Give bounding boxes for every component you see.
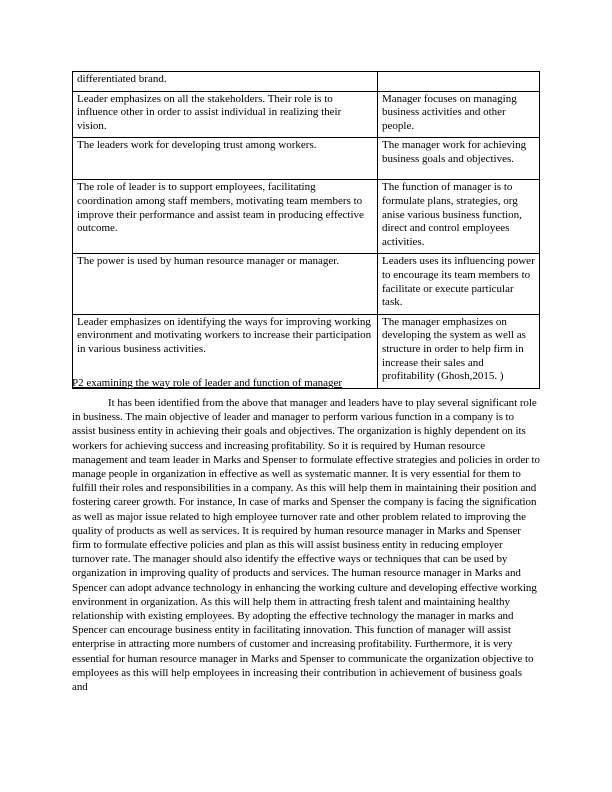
body-paragraph: It has been identified from the above that manager and leaders have to play several significant role in business. The main objective of leader and manager to perform various function in a company is to assist business entity in achieving their goals and objectives. The organization is highly dependent on its workers for achieving success and increasing profitability. So it is required by Human resource management and team leader in Marks and Spenser to formulate effective strategies and policies in order to manage people in organization in effective as well as systematic manner. It is very essential for them to fulfill their roles and responsibilities in a company. As this will help them in maintaining their position and fostering career growth. For instance, In case of marks and Spenser the company is facing the signification as well as major issue related to high employee turnover rate and other problem related to improving the quality of products as well as services. It is required by human resource manager in Marks and Spenser firm to formulate effective policies and plan as this will assist business entity in reducing employer turnover rate. The manager should also identify the effective ways or techniques that can be used by organization in improving quality of products and services. The human resource manager in Marks and Spencer can adopt advance technology in enhancing the working culture and developing effective working environment in organization. As this will help them in attracting fresh talent and maintaining healthy relationship with existing employees. By adopting the effective technology the manager in marks and Spencer can encourage business entity in facilitating innovation. This function of manager will assist enterprise in attracting more numbers of customer and increasing profitability. Furthermore, it is very essential for human resource manager in Marks and Spenser to communicate the organization objective to employees as this will help employees in increasing their contribution in achievement of business goals and	[72, 397, 540, 694]
leader-manager-comparison-table	[72, 71, 540, 389]
manager-cell	[378, 72, 540, 92]
manager-cell: The manager work for achieving business goals and objectives.	[378, 138, 540, 180]
leader-cell: The role of leader is to support employees, facilitating coordination among staff members, motivating team members to improve their performance and assist team in producing effective outcome.	[73, 180, 378, 254]
manager-cell: The function of manager is to formulate plans, strategies, org anise various business function, direct and control employees activities.	[378, 180, 540, 254]
leader-cell: The power is used by human resource manager or manager.	[73, 254, 378, 314]
manager-cell: The manager emphasizes on developing the system as well as structure in order to help firm in increase their sales and profitability (Ghosh,2015. )	[378, 314, 540, 388]
manager-cell: Manager focuses on managing business activities and other people.	[378, 91, 540, 138]
manager-cell: Leaders uses its influencing power to encourage its team members to facilitate or execute particular task.	[378, 254, 540, 314]
leader-cell: The leaders work for developing trust among workers.	[73, 138, 378, 180]
leader-cell: differentiated brand.	[73, 72, 378, 92]
leader-cell: Leader emphasizes on all the stakeholders. Their role is to influence other in order to assist individual in realizing their vision.	[73, 91, 378, 138]
table-row	[73, 180, 540, 254]
table-row	[73, 72, 540, 92]
table-row	[73, 138, 540, 180]
section-heading: P2 examining the way role of leader and function of manager	[72, 377, 343, 389]
table-row	[73, 91, 540, 138]
table-row	[73, 254, 540, 314]
leader-cell: Leader emphasizes on identifying the ways for improving working environment and motivating workers to increase their participation in various business activities.	[73, 314, 378, 388]
